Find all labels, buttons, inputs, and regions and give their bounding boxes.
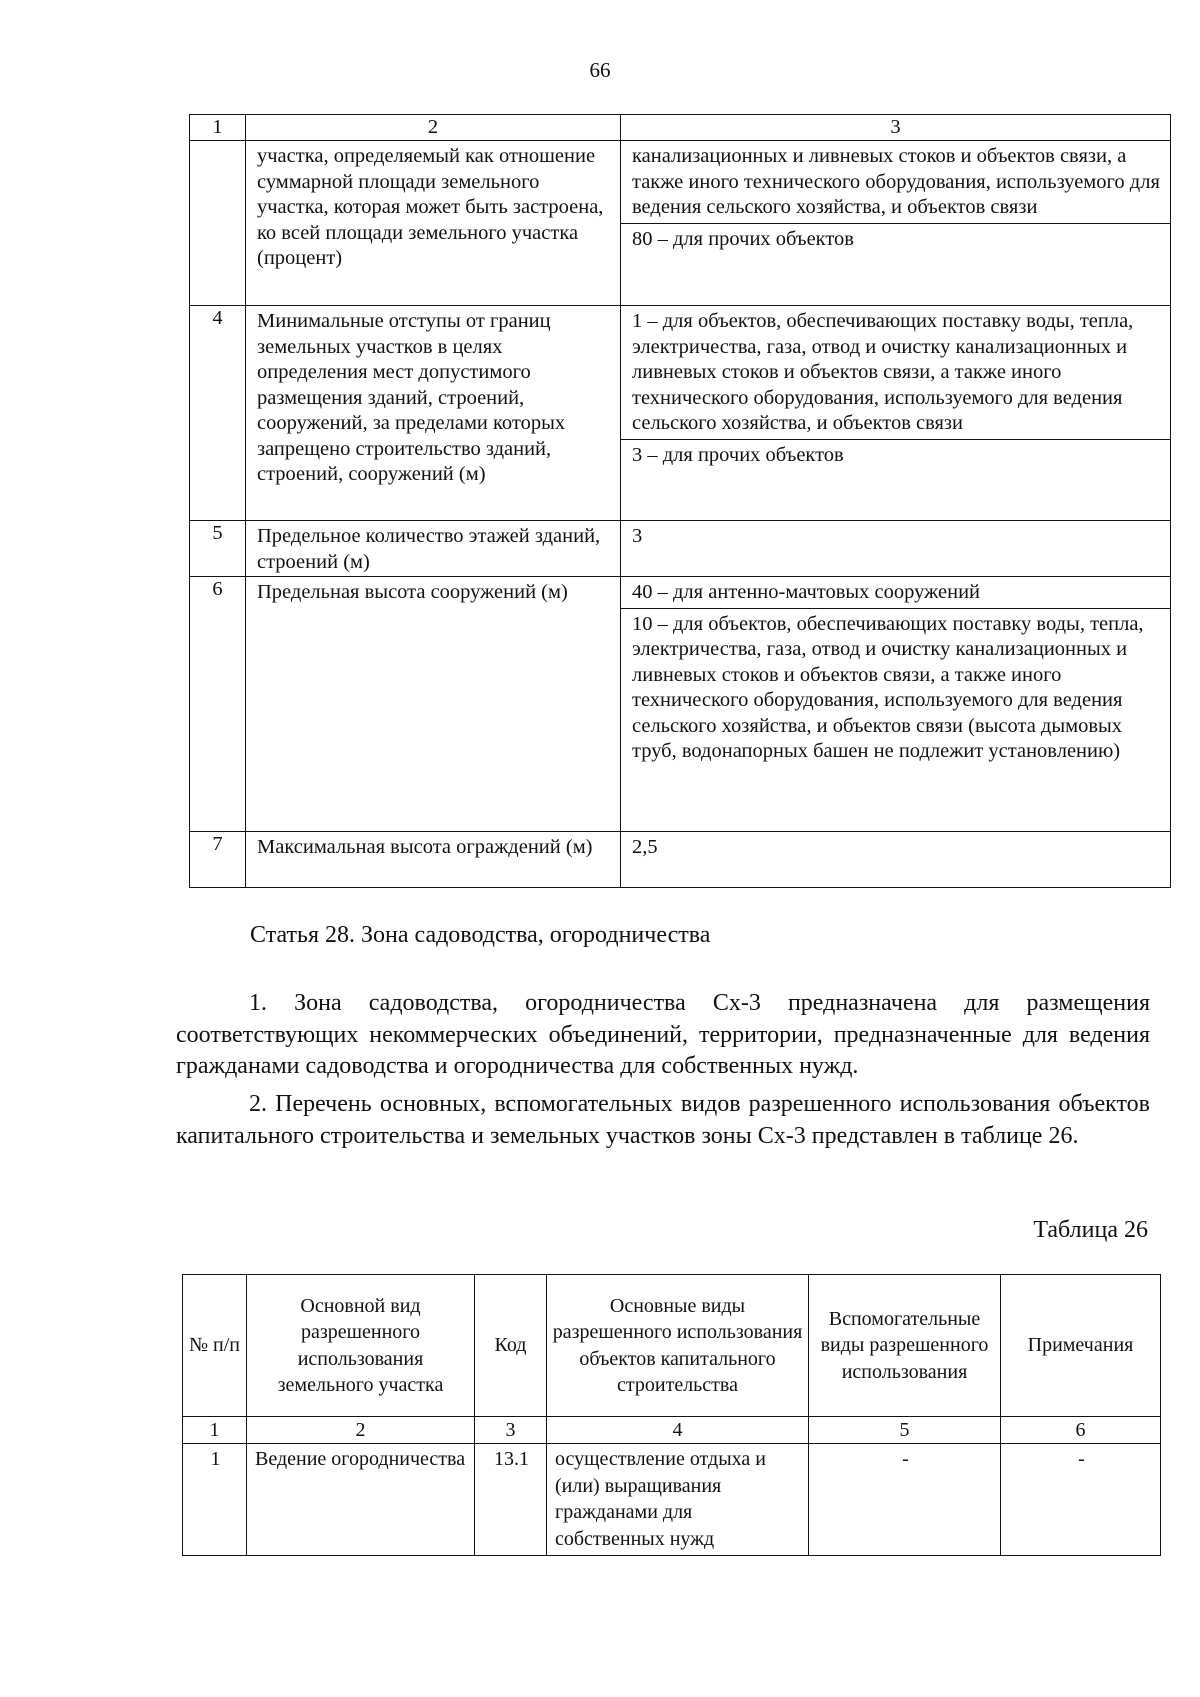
parameter-values [621, 306, 1171, 521]
parameter-name: Предельная высота сооружений (м) [246, 577, 621, 832]
use-code: 13.1 [475, 1444, 547, 1556]
auxiliary-uses: - [809, 1444, 1001, 1556]
notes: - [1001, 1444, 1161, 1556]
value-entry: 10 – для объектов, обеспечивающих поставку воды, тепла, электричества, газа, отвод и очистку канализационных и ливневых стоков и объектов связи, а также иного технического оборудования, используемого для ведения сельского хозяйства, и объектов связи (высота дымовых труб, водонапорных башен не подлежит установлению) [621, 608, 1170, 767]
paragraph: 2. Перечень основных, вспомогательных видов разрешенного использования объектов капитального строительства и земельных участков зоны Сх-3 представлен в таблице 26. [176, 1091, 1150, 1149]
row-number: 4 [190, 306, 246, 521]
header-cell: Код [475, 1275, 547, 1417]
header-cell: № п/п [183, 1275, 247, 1417]
column-number: 4 [547, 1417, 809, 1444]
row-number: 5 [190, 521, 246, 577]
use-type: Ведение огородничества [247, 1444, 475, 1556]
table-header-row [190, 115, 1171, 141]
table-row [190, 141, 1171, 306]
parameter-values [621, 521, 1171, 577]
column-number: 3 [475, 1417, 547, 1444]
header-cell: Основные виды разрешенного использования объектов капитального строительства [547, 1275, 809, 1417]
column-number: 6 [1001, 1417, 1161, 1444]
parameter-name: участка, определяемый как отношение суммарной площади земельного участка, которая может быть застроена, ко всей площади земельного участка (процент) [246, 141, 621, 306]
header-cell: Основной вид разрешенного использования земельного участка [247, 1275, 475, 1417]
column-number: 1 [183, 1417, 247, 1444]
table-row [190, 521, 1171, 577]
row-number: 7 [190, 832, 246, 888]
header-cell: 3 [621, 115, 1171, 141]
header-cell: 1 [190, 115, 246, 141]
parameter-name: Минимальные отступы от границ земельных участков в целях определения мест допустимого размещения зданий, строений, сооружений, за пределами которых запрещено строительство зданий, строений, сооружений (м) [246, 306, 621, 521]
value-entry: канализационных и ливневых стоков и объектов связи, а также иного технического оборудования, используемого для ведения сельского хозяйства, и объектов связи [632, 145, 1160, 218]
row-number: 1 [183, 1444, 247, 1556]
table-row [190, 577, 1171, 832]
page-number: 66 [589, 58, 611, 82]
value-entry: 2,5 [632, 836, 658, 858]
permitted-use-table [182, 1274, 1161, 1556]
parameter-values [621, 577, 1171, 832]
value-entry: 3 – для прочих объектов [621, 439, 1170, 471]
paragraph: 1. Зона садоводства, огородничества Сх-3 предназначена для размещения соответствующих некоммерческих объединений, территории, предназначенные для ведения гражданами садоводства и огородничества для собственных нужд. [176, 990, 1150, 1079]
land-parameters-table [189, 114, 1171, 888]
table-row [190, 832, 1171, 888]
table-row [183, 1444, 1161, 1556]
column-number-row [183, 1417, 1161, 1444]
value-entry: 80 – для прочих объектов [621, 223, 1170, 255]
column-number: 2 [247, 1417, 475, 1444]
value-entry: 40 – для антенно-мачтовых сооружений [632, 581, 981, 603]
row-number: 6 [190, 577, 246, 832]
table-row [190, 306, 1171, 521]
row-number [190, 141, 246, 306]
column-number: 5 [809, 1417, 1001, 1444]
header-cell: 2 [246, 115, 621, 141]
header-cell: Примечания [1001, 1275, 1161, 1417]
parameter-name: Предельное количество этажей зданий, строений (м) [246, 521, 621, 577]
header-cell: Вспомогательные виды разрешенного использования [809, 1275, 1001, 1417]
table-header-row [183, 1275, 1161, 1417]
parameter-name: Максимальная высота ограждений (м) [246, 832, 621, 888]
table-caption: Таблица 26 [1033, 1217, 1148, 1243]
value-entry: 3 [632, 525, 643, 547]
parameter-values [621, 832, 1171, 888]
capital-objects: осуществление отдыха и (или) выращивания гражданами для собственных нужд [547, 1444, 809, 1556]
article-heading: Статья 28. Зона садоводства, огородничества [250, 922, 711, 948]
value-entry: 1 – для объектов, обеспечивающих поставку воды, тепла, электричества, газа, отвод и очистку канализационных и ливневых стоков и объектов связи, а также иного технического оборудования, используемого для ведения сельского хозяйства, и объектов связи [632, 310, 1134, 434]
parameter-values [621, 141, 1171, 306]
